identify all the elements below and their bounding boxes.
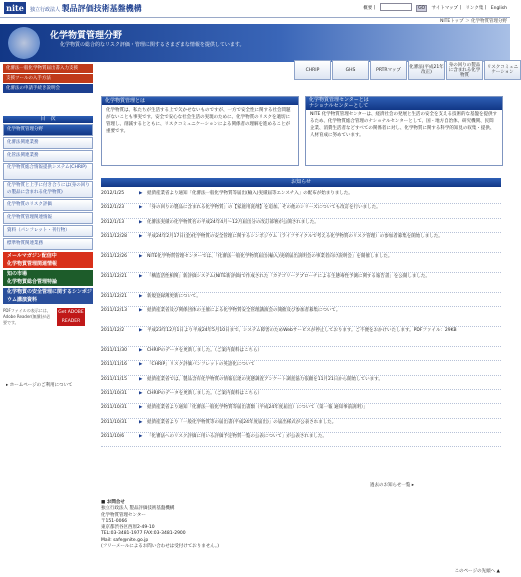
banner-art-icon <box>8 27 40 59</box>
news-row[interactable] <box>101 404 501 418</box>
news-text[interactable]: 化審法実績の化学物質名の平成24年4月〜12月届出分の改訂部署が公開されました。 <box>147 219 319 225</box>
search-button[interactable]: GO <box>418 5 426 11</box>
page-subtitle: 化学物質の総合的なリスク評価・管理に関するさまざまな情報を提供しています。 <box>60 42 245 48</box>
news-row[interactable] <box>101 204 501 218</box>
news-archive-label: 過去のお知らせ一覧 <box>370 483 411 488</box>
tab-prtr[interactable]: PRTRマップ <box>370 60 407 80</box>
contact-line: 〒151-0066 <box>101 518 128 524</box>
news-text[interactable]: 経済産業省及び関係団体の主催による化学物質安全管理講演会の開催及び参加者募集について。 <box>147 308 341 314</box>
news-row[interactable] <box>101 273 501 293</box>
menu-heading: 目 次 <box>3 116 93 123</box>
arrow-icon: ▶ <box>139 433 143 439</box>
news-text[interactable]: 経済産業省より通知「化審法一般化学物質等届出書類（平成24年度届出）について（第一報 通知事前説明）」 <box>147 405 368 411</box>
news-text[interactable]: 経済産業省より「一般化学物質等の届出書(平成24年度届出)」の届出様式が公表されました。 <box>147 419 337 425</box>
news-row[interactable] <box>101 347 501 361</box>
tab-kashinho[interactable]: 化審法(平成21年改正) <box>408 60 445 80</box>
about-box <box>101 96 299 166</box>
tab-products[interactable]: 身の回りの製品に含まれる化学物質 <box>446 60 483 80</box>
arrow-icon: ▶ <box>139 253 143 259</box>
pdf-note <box>3 308 93 328</box>
news-text[interactable]: 「身の回りの製品に含まれる化学物質」の【家庭用洗剤】を追加。その他のシリーズについても改訂を行いました。 <box>147 205 381 211</box>
link-english[interactable]: English <box>490 5 507 11</box>
news-text[interactable]: 「構造活性相関」新評価システム(NITE新評価)で作成された「カテゴリーアプローチによる生態毒性予測に関する報告書」を公開しました。 <box>147 273 430 279</box>
link-links[interactable]: リンク集 <box>465 5 484 11</box>
nav-tabs <box>293 60 521 80</box>
news-date: 2011/12/28 <box>101 233 127 239</box>
mailmag-banner[interactable]: メールマガジン配信中 化学物質管理関連情報 <box>3 252 93 268</box>
promo-3[interactable]: 化審法の申請手続き説明会 <box>3 84 93 93</box>
news-date: 2012/1/13 <box>101 219 125 225</box>
contact-line: 独立行政法人 製品評価技術基盤機構 <box>101 506 175 512</box>
chishiki-banner[interactable]: 知の市場 化学物質総合管理特論 <box>3 270 93 286</box>
link-sitemap[interactable]: サイトマップ <box>431 5 459 11</box>
news-date: 2011/10/31 <box>101 405 127 411</box>
sidebar-item-materials[interactable]: 資料（パンフレット・刊行物） <box>3 225 93 237</box>
contact-block <box>101 500 219 550</box>
arrow-icon: ▶ <box>139 293 143 299</box>
center-box-header <box>306 97 502 110</box>
contact-title: ■ お問合せ <box>101 500 125 505</box>
news-list <box>101 190 501 447</box>
news-date: 2011/10/31 <box>101 419 127 425</box>
sidebar-item-standards[interactable]: 標準物質関連業務 <box>3 238 93 250</box>
arrow-icon: ▶ <box>139 419 143 425</box>
arrow-icon: ▶ <box>139 205 143 211</box>
news-date: 2011/11/16 <box>101 362 127 368</box>
news-text[interactable]: 新規登録簿更新について。 <box>147 293 201 299</box>
pdf-note-text: PDFファイルの表示には、Adobe Reader(無償)が必要です。 <box>3 308 51 325</box>
org-small: 独立行政法人 <box>30 7 61 13</box>
promo-2[interactable]: 支援ツールの入手方法 <box>3 74 93 83</box>
news-row[interactable] <box>101 190 501 204</box>
news-date: 2011/12/2 <box>101 328 125 334</box>
news-date: 2011/11/15 <box>101 376 127 382</box>
sidebar <box>3 64 93 328</box>
arrow-icon: ▶ <box>139 328 143 334</box>
page-top-label: このページの先頭へ <box>454 569 496 574</box>
news-date: 2012/1/23 <box>101 205 125 211</box>
contact-title-text: お問合せ <box>106 500 125 505</box>
tab-riskcom[interactable]: リスクコミュニケーション <box>484 60 521 80</box>
arrow-icon: ▶ <box>139 348 143 354</box>
news-row[interactable] <box>101 233 501 253</box>
center-box-title: 化学物質管理センターとは <box>309 97 369 103</box>
news-date: 2011/10/31 <box>101 391 127 397</box>
arrow-icon: ▶ <box>139 391 143 397</box>
news-text[interactable]: CHRIPのデータを更新しました。（ご案内資料はこちら） <box>147 348 262 354</box>
news-text[interactable]: NITE化学物質管理センターでは、「化審法一般化学物質届出(輸入)実績届出説明会の事業者向け説明会」を開催しました。 <box>147 253 393 259</box>
center-box-body: NITE 化学物質管理センターは、経済社会の発展と生活の安全を支える技術的な基盤を提供するため、化学物質総合管理のナショナルセンターとして、国・地方自治体、研究機関、民間企業、消費生活者などすべての関係者に対し、化学物質に関する科学的知見の収集・提供、人材育成に努めています。 <box>310 112 498 138</box>
news-row[interactable] <box>101 253 501 273</box>
news-row[interactable] <box>101 361 501 375</box>
symposium-banner[interactable]: 化学物質の安全管理に関するシンポジウム講演資料 <box>3 288 93 304</box>
about-box-title: 化学物質管理とは <box>102 97 298 105</box>
arrow-icon: ▶ <box>139 219 143 225</box>
tab-ghs[interactable]: GHS <box>332 60 369 80</box>
news-text[interactable]: 「CHRIP」リスク評価パンフレットの英語化について <box>147 362 255 368</box>
news-text[interactable]: 経済産業省より通知「化審法一般化学物質等届出(輸入)実績届等エンスチ入」の配布が始まりました。 <box>147 191 353 196</box>
arrow-icon: ▶ <box>139 405 143 411</box>
sidebar-item-risk[interactable]: 化学物質のリスク評価 <box>3 199 93 211</box>
contact-line: 化学物質管理センター <box>101 512 146 518</box>
page-top-link[interactable]: このページの先頭へ ▲ <box>454 569 500 574</box>
news-row[interactable] <box>101 327 501 347</box>
arrow-icon: ▶ <box>139 376 143 382</box>
news-row[interactable] <box>101 307 501 327</box>
news-row[interactable] <box>101 293 501 307</box>
tab-chrip[interactable]: CHRIP <box>294 60 331 80</box>
usage-link-label: ホームページのご利用について <box>9 383 73 388</box>
news-date: 2011/12/21 <box>101 293 127 299</box>
news-row[interactable] <box>101 419 501 433</box>
center-box <box>305 96 503 166</box>
sidebar-item-chemical-management[interactable]: 化学物質管理分野 <box>3 124 93 136</box>
contact-mail[interactable]: Mail: safe@nite.go.jp <box>101 537 149 543</box>
sidebar-item-kakanho[interactable]: 化管法関連業務 <box>3 150 93 162</box>
usage-link[interactable]: ▸ ホームページのご利用について <box>6 383 73 388</box>
news-row[interactable] <box>101 376 501 390</box>
news-text[interactable]: 「化審法へのリスク評価に用いる評価予定物質一覧の公表について」が公表されました。 <box>147 433 327 439</box>
adobe-reader-icon[interactable]: Get ADOBE READER <box>58 310 84 324</box>
news-date: 2011/12/26 <box>101 253 127 259</box>
news-date: 2011/11/30 <box>101 348 127 354</box>
sidebar-item-chrip[interactable]: 化学物質総合情報提供システム(CHRIP) <box>3 163 93 180</box>
arrow-icon: ▶ <box>139 191 143 196</box>
news-text[interactable]: 経済産業省では、製品含有化学物質の情報伝達の実態調査アンケート調査協力依頼を11月21日から開始しています。 <box>147 376 383 382</box>
page-title: 化学物質管理分野 <box>50 31 123 41</box>
contact-line: TEL:03-3481-1977 FAX:03-3481-2900 <box>101 531 186 537</box>
search-input[interactable] <box>380 3 412 11</box>
news-text[interactable]: CHRIPのデータを更新しました。（ご案内資料はこちら） <box>147 391 262 397</box>
arrow-icon: ▶ <box>139 233 143 239</box>
breadcrumb[interactable]: NITEトップ ＞ 化学物質管理分野 <box>439 19 507 24</box>
news-date: 2011/10/6 <box>101 433 125 439</box>
sidebar-item-info[interactable]: 化学物質管理関連情報 <box>3 212 93 224</box>
news-date: 2011/12/13 <box>101 308 127 314</box>
org-name <box>30 3 142 14</box>
arrow-icon: ▶ <box>139 308 143 314</box>
sidebar-item-kashinho[interactable]: 化審法関連業務 <box>3 137 93 149</box>
news-row[interactable] <box>101 433 501 447</box>
arrow-icon: ▶ <box>139 273 143 279</box>
news-heading: お知らせ <box>101 178 501 187</box>
promo-1[interactable]: 化審法一般化学物質届出書入力支援 <box>3 64 93 73</box>
arrow-icon: ▶ <box>139 362 143 368</box>
news-text[interactable]: 平成23年12月1日より平成24年5月10日まで、システム障害のためWebサービスが停止しております。ご不便をおかけいたします。PDFファイル：29KB <box>147 328 457 334</box>
about-box-body: 化学物質は、私たちが生活する上で欠かせないものですが、一方で安全性に関する社会問題がないことも事実です。安全で安心な社会生活の実現のために、化学物質のリスクを適切に管理し、削減するとともに、リスクコミュニケーションによる関係者の理解を進めることが重要です。 <box>106 108 291 134</box>
sidebar-item-products[interactable]: 化学物質と上手に付き合うには(身の回りの製品に含まれる化学物質) <box>3 181 93 198</box>
banner <box>0 24 510 62</box>
nite-logo[interactable]: nite <box>4 2 26 14</box>
news-text[interactable]: 平成24年2月17日(金)化学物質の安全管理に関するシンポジウム（ライフサイクルで考える化学物質のリスク管理）の参加者募集を開始しました。 <box>147 233 443 239</box>
contact-line: (フリーメールによるお問い合わせは受付けておりません。) <box>101 544 220 550</box>
news-row[interactable] <box>101 390 501 404</box>
news-date: 2012/1/25 <box>101 191 125 196</box>
contact-line: 東京都渋谷区西原2-49-10 <box>101 525 155 531</box>
top-links: 概要 | GO サイトマップ | リンク集 | English <box>360 3 507 12</box>
news-date: 2011/12/21 <box>101 273 127 279</box>
org-title: 製品評価技術基盤機構 <box>61 3 142 13</box>
link-overview[interactable]: 概要 <box>363 5 373 11</box>
center-box-subtitle: ナショナルセンターとして <box>309 103 369 109</box>
news-row[interactable] <box>101 219 501 233</box>
news-archive-link[interactable]: 過去のお知らせ一覧 ▸ <box>370 483 415 488</box>
site-header <box>0 0 510 18</box>
